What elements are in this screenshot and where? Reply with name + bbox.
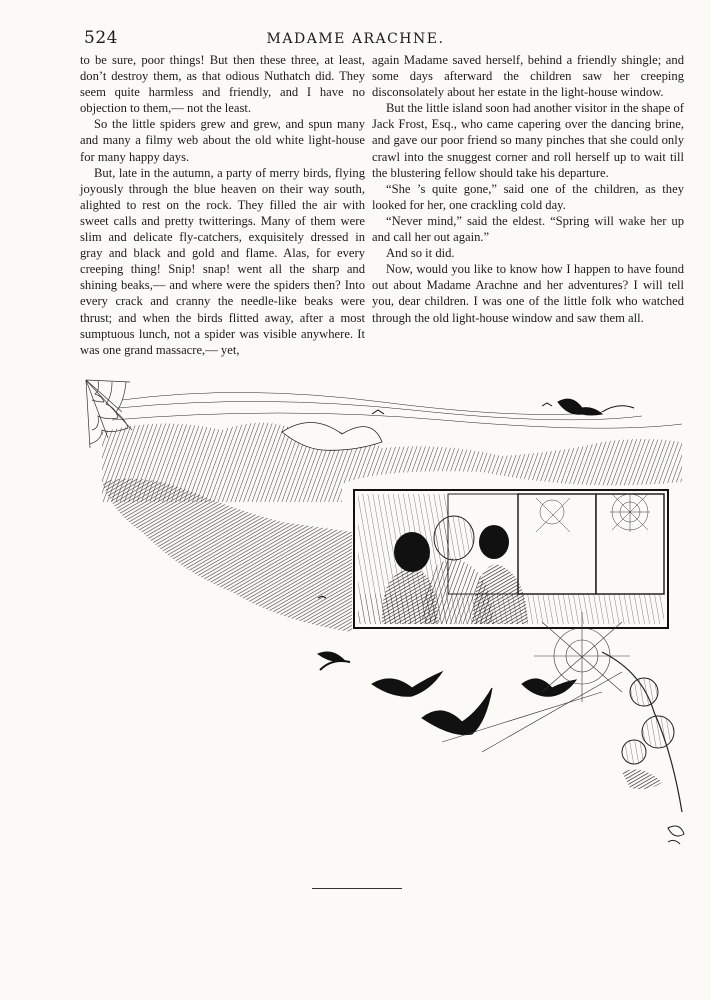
rose-vine (602, 652, 684, 844)
section-rule (312, 888, 402, 889)
engraved-illustration (82, 372, 692, 852)
paragraph: Now, would you like to know how I happen to have found out about Madame Arachne and her adventures? I will tell you, dear children. I was one of the little folk who watched through the old light-house window and saw them all. (372, 262, 684, 325)
window-scene (354, 490, 668, 628)
paragraph: “Never mind,” said the eldest. “Spring will wake her up and call her out again.” (372, 213, 684, 245)
running-title: MADAME ARACHNE. (266, 31, 445, 47)
paragraph: again Madame saved herself, behind a friendly shingle; and some days afterward the children saw her creeping disconsolately about her estate in the light-house window. (372, 53, 684, 100)
paragraph: But, late in the autumn, a party of merry birds, flying joyously through the blue heaven on their way south, alighted to rest on the rock. They filled the air with sweet calls and pretty twitterings. Many of them were slim and delicate fly-catchers, exquisitely dressed in gray and black and gold and flame. Alas, for every creeping thing! Snip! snap! went all the sharp and shining beaks,— and where were the spiders then? Into every crack and cranny the needle-like beaks were thrust; and when the birds flitted away, after a most sumptuous lunch, not a spider was visible anywhere. It was one grand massacre,— yet, (80, 165, 365, 357)
paragraph: So the little spiders grew and grew, and spun many and many a filmy web about the old white light-house for many happy days. (80, 117, 365, 164)
right-text-column (372, 52, 684, 326)
paragraph: “She ’s quite gone,” said one of the children, as they looked for her, one crackling cold day. (372, 181, 684, 212)
paragraph: But the little island soon had another visitor in the shape of Jack Frost, Esq., who came capering over the dancing brine, and gave our poor friend so many pinches that she could only crawl into the snuggest corner and roll herself up to wait till the blustering fellow should take his departure. (372, 101, 684, 180)
paragraph: to be sure, poor things! But then these three, at least, don’t destroy them, as that odious Nuthatch did. They seem quite harmless and friendly, and I have no objection to them,— not the least. (80, 53, 365, 116)
left-text-column (80, 52, 365, 358)
paragraph: And so it did. (386, 246, 455, 261)
page-number: 524 (84, 28, 118, 48)
